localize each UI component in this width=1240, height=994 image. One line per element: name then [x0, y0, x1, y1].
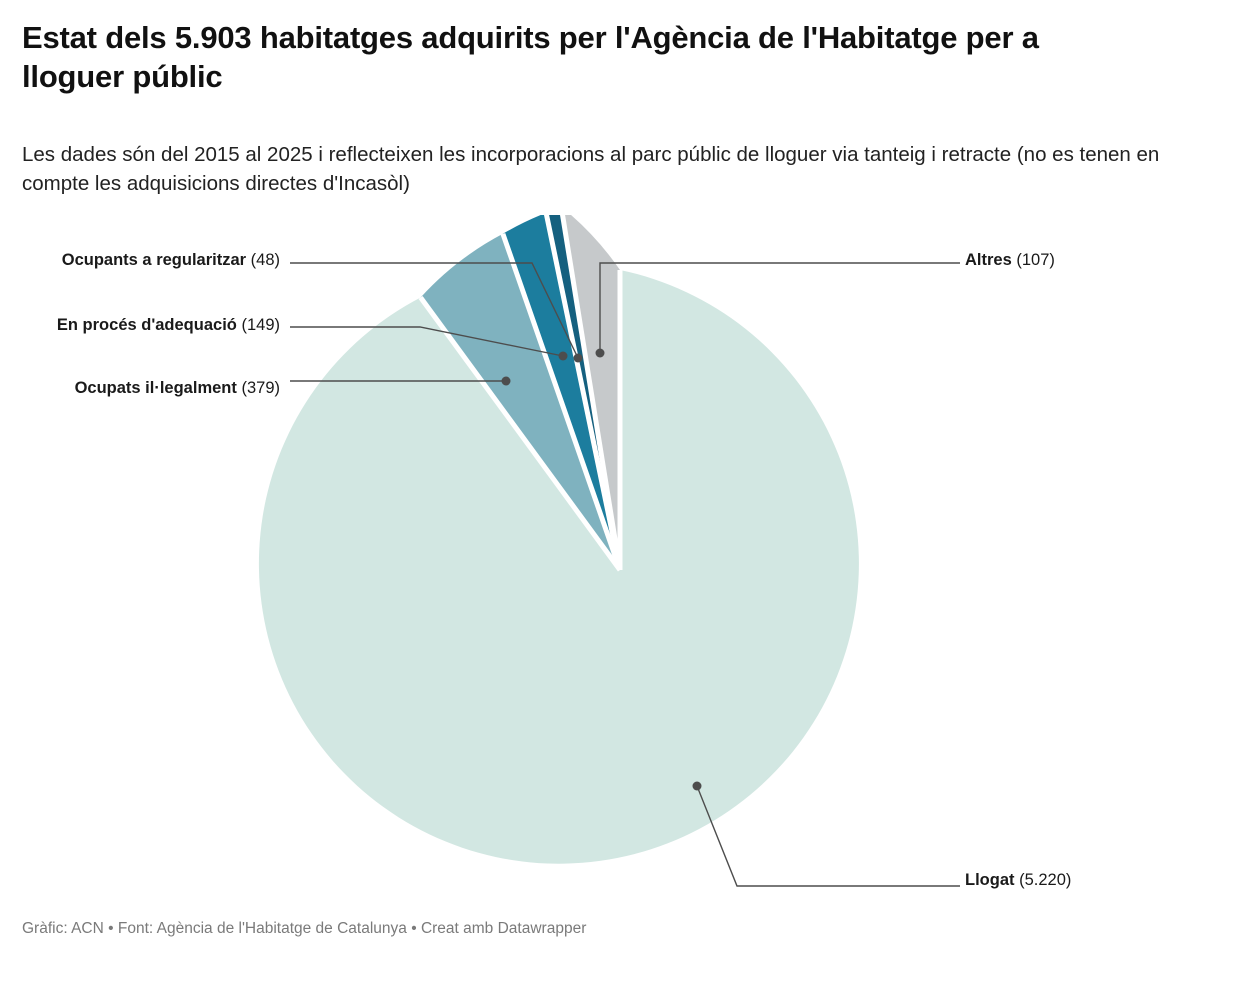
pie-label-ocupants-regularitzar [60, 250, 280, 272]
pie-label-ocupats-illegalment-value: (379) [241, 379, 280, 397]
pie-label-llogat-name: Llogat [965, 871, 1015, 889]
pie-label-llogat [965, 870, 1215, 892]
pie-label-altres-value: (107) [1016, 251, 1055, 269]
pie-label-en-proces-adequacio-value: (149) [241, 316, 280, 334]
pie-label-altres-name: Altres [965, 251, 1012, 269]
pie-label-llogat-value: (5.220) [1019, 871, 1072, 889]
pie-label-ocupants-regularitzar-name: Ocupants a regularitzar [61, 251, 247, 269]
pie-plot-area [0, 215, 1240, 905]
pie-label-ocupats-illegalment-name: Ocupats il·legalment [74, 379, 237, 397]
chart-footer-credit: Gràfic: ACN • Font: Agència de l'Habitatge de Catalunya • Creat amb Datawrapper [22, 920, 587, 937]
pie-label-en-proces-adequacio-name: En procés d'adequació [56, 316, 237, 334]
pie-label-ocupats-illegalment [10, 378, 280, 400]
pie-label-altres [965, 250, 1215, 272]
pie-label-en-proces-adequacio [10, 315, 280, 337]
page-title: Estat dels 5.903 habitatges adquirits per l'Agència de l'Habitatge per a lloguer públic [22, 20, 1039, 95]
chart-subtitle: Les dades són del 2015 al 2025 i reflecteixen les incorporacions al parc públic de lloguer via tanteig i retracte (no es tenen en compte les adquisicions directes d'Incasòl) [22, 143, 1160, 196]
pie-label-ocupants-regularitzar-value: (48) [250, 251, 280, 269]
